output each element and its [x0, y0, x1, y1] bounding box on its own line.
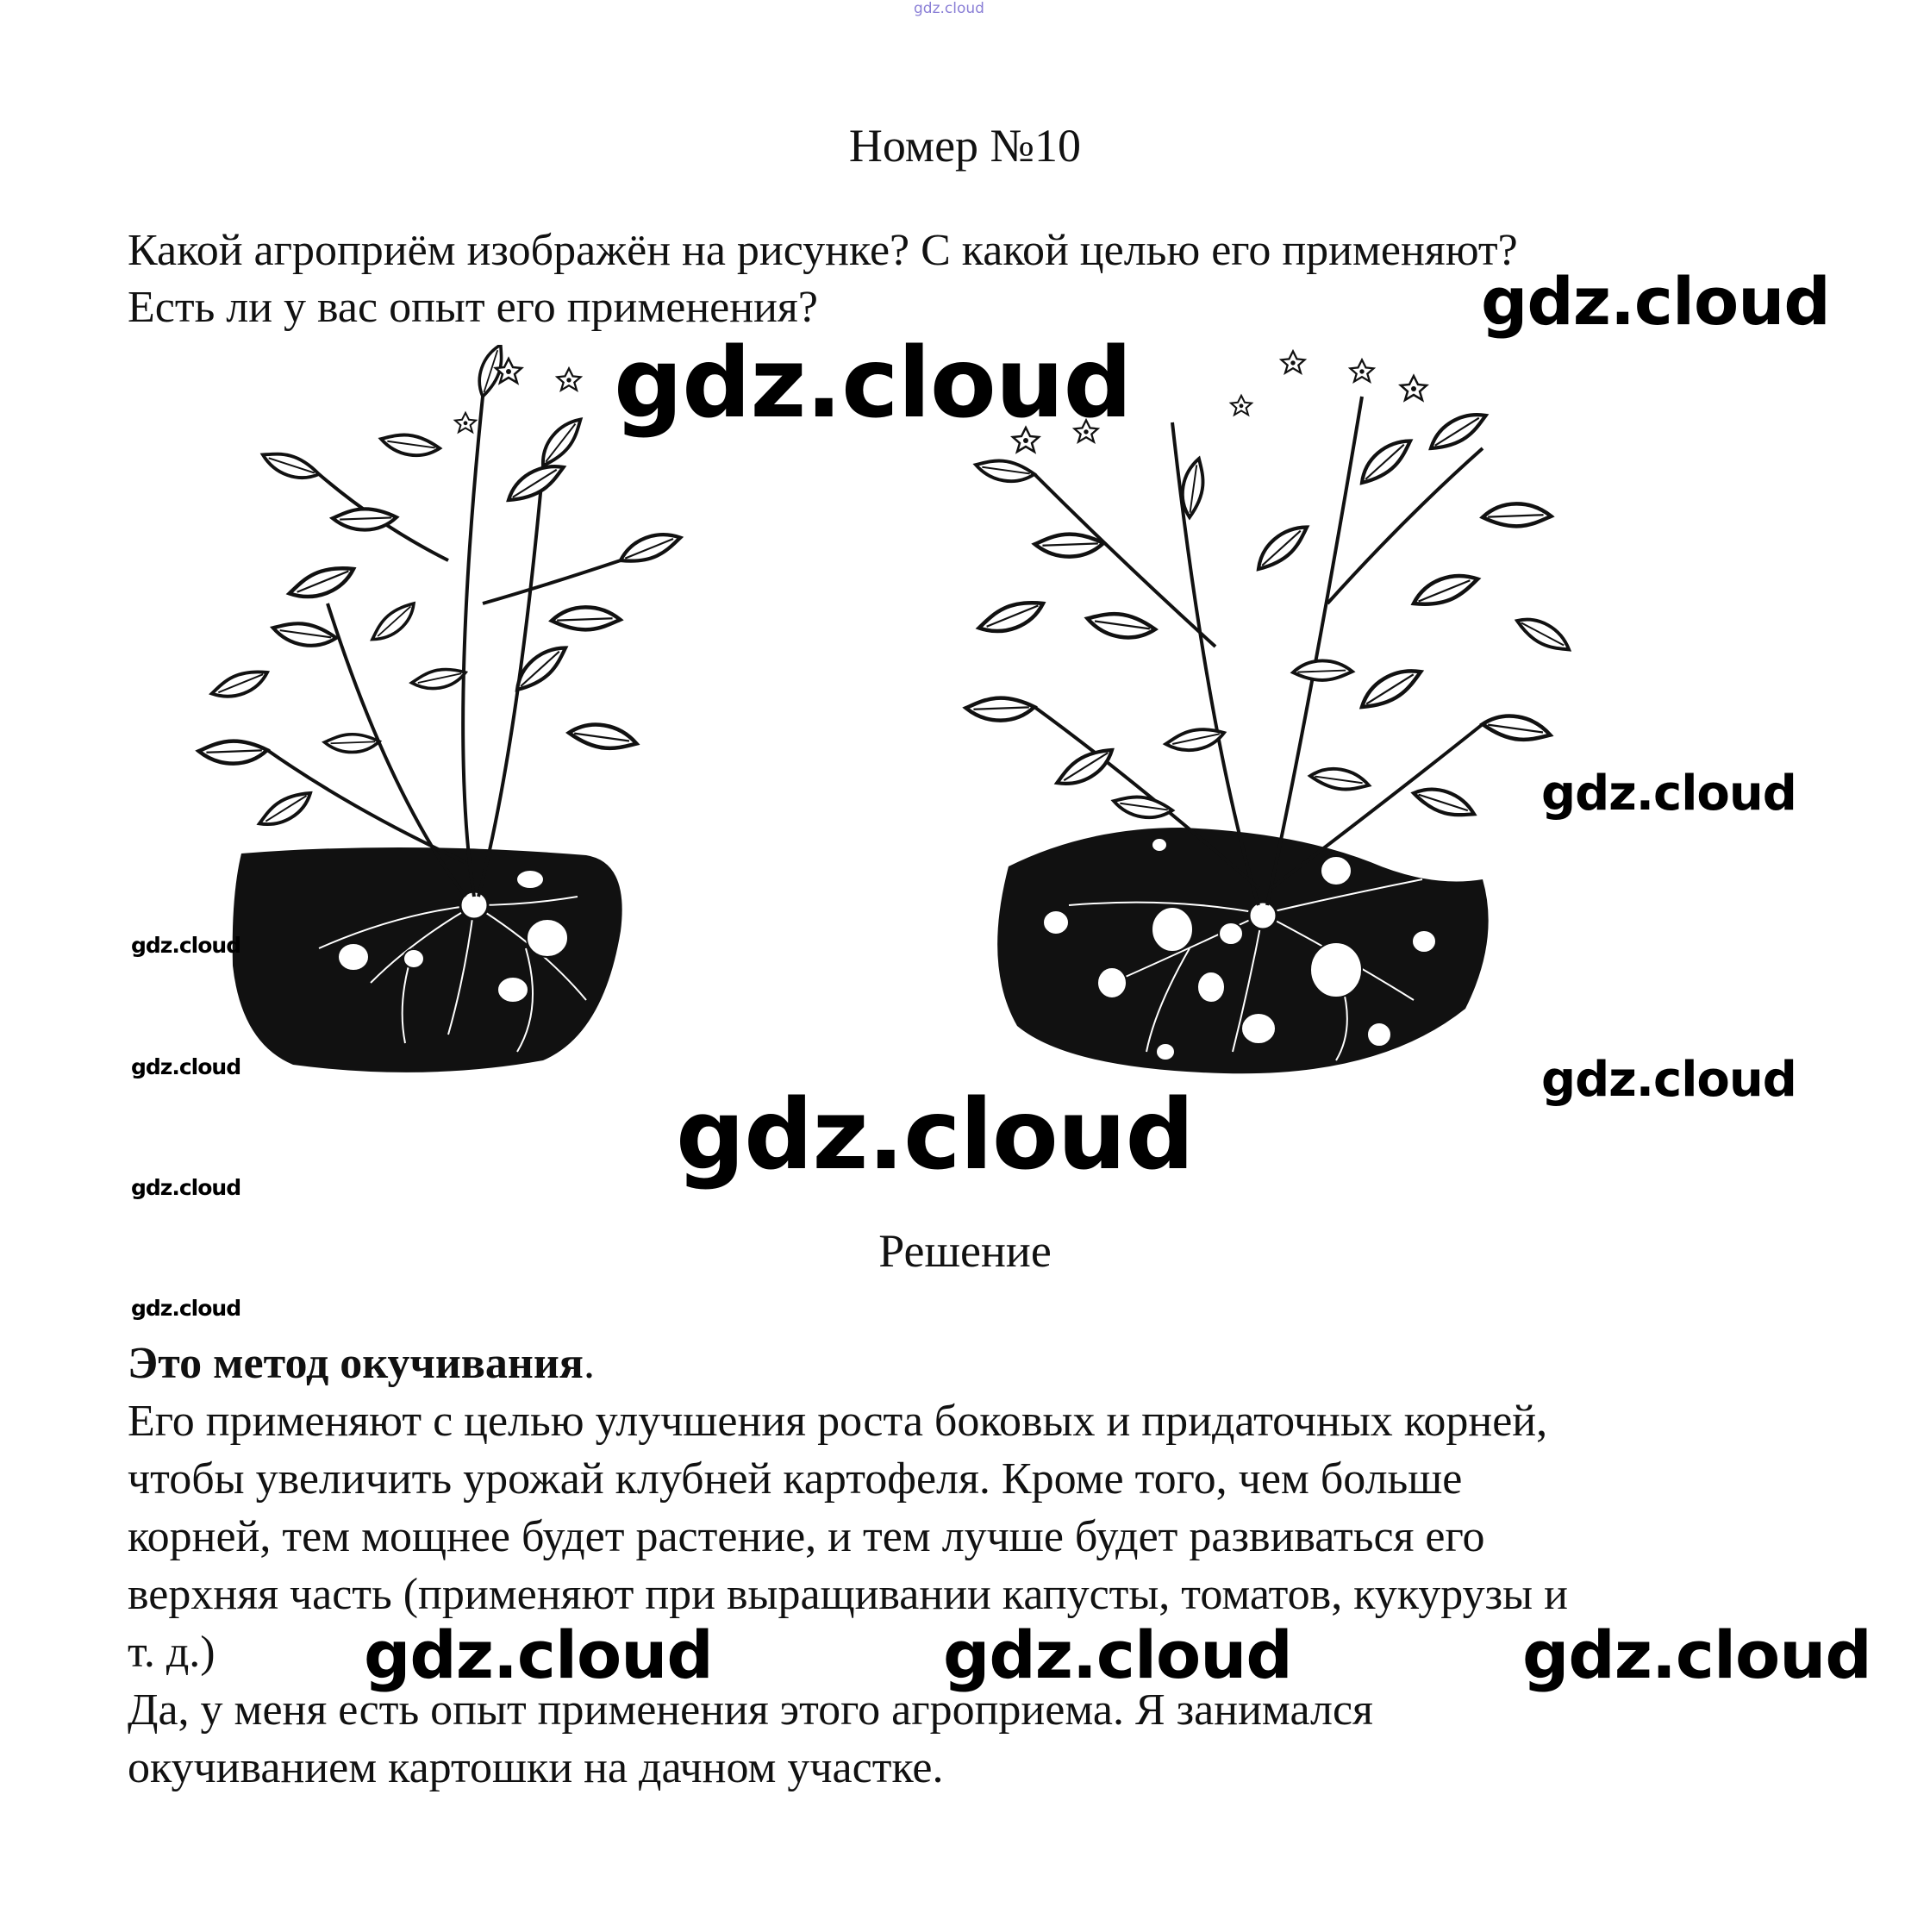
left-plant	[197, 345, 683, 1072]
right-plant	[965, 351, 1573, 1073]
answer-heading	[128, 1335, 1860, 1392]
left-leaves	[197, 345, 683, 829]
page-title: Номер №10	[848, 120, 1082, 172]
left-soil	[233, 847, 622, 1072]
watermark: gdz.cloud	[943, 1616, 1292, 1693]
solution-title: Решение	[878, 1225, 1052, 1277]
answer-line: чтобы увеличить урожай клубней картофеля. Кроме того, чем больше	[128, 1454, 1463, 1504]
watermark: gdz.cloud	[131, 1054, 241, 1079]
right-leaves	[965, 410, 1573, 828]
watermark: gdz.cloud	[1522, 1616, 1871, 1693]
answer-line: Да, у меня есть опыт применения этого агроприема. Я занимался	[128, 1685, 1373, 1735]
watermark: gdz.cloud	[364, 1616, 713, 1693]
answer-text	[128, 1335, 1860, 1797]
watermark: gdz.cloud	[614, 328, 1132, 440]
answer-bold: Это метод окучивания	[128, 1339, 584, 1388]
question-line: Есть ли у вас опыт его применения?	[128, 283, 818, 332]
left-flowers	[455, 359, 581, 432]
answer-line: окучиванием картошки на дачном участке.	[128, 1743, 944, 1792]
answer-line: корней, тем мощнее будет растение, и тем лучше будет развиваться его	[128, 1512, 1485, 1561]
watermark: gdz.cloud	[131, 1175, 241, 1200]
answer-line: т. д.)	[128, 1628, 215, 1677]
question-line: Какой агроприём изображён на рисунке? С какой целью его применяют?	[128, 226, 1518, 275]
answer-line: верхняя часть (применяют при выращивании капусты, томатов, кукурузы и	[128, 1570, 1568, 1619]
top-watermark: gdz.cloud	[914, 0, 984, 17]
watermark: gdz.cloud	[1481, 263, 1830, 340]
watermark: gdz.cloud	[676, 1079, 1194, 1191]
watermark: gdz.cloud	[1541, 766, 1796, 822]
answer-line: Его применяют с целью улучшения роста боковых и придаточных корней,	[128, 1397, 1548, 1446]
answer-bold-tail: .	[583, 1339, 595, 1388]
watermark: gdz.cloud	[131, 1296, 241, 1321]
watermark: gdz.cloud	[131, 933, 241, 958]
watermark: gdz.cloud	[1541, 1052, 1796, 1108]
potato-hilling-illustration	[138, 345, 1655, 1147]
answer-paragraph-2	[128, 1681, 1860, 1797]
